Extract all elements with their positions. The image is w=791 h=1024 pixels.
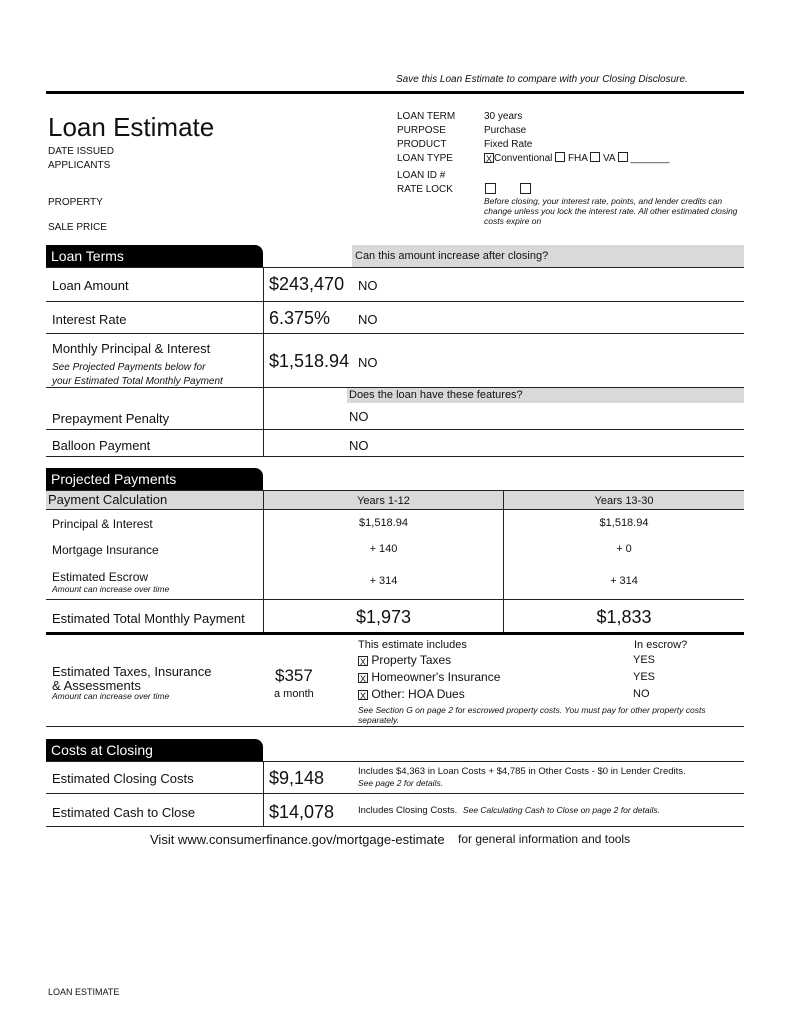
- other-blank: _______: [630, 153, 670, 164]
- escrow-col2: + 314: [610, 575, 638, 587]
- property-taxes-label: Property Taxes: [371, 653, 452, 667]
- property-label: PROPERTY: [48, 197, 103, 208]
- tia-note: Amount can increase over time: [52, 691, 170, 701]
- interest-rate-value: 6.375%: [269, 308, 331, 328]
- va-checkbox[interactable]: [590, 152, 600, 162]
- rule: [46, 826, 744, 827]
- closing-costs-value: $9,148: [269, 768, 325, 788]
- loan-amount-value: $243,470: [269, 274, 345, 294]
- monthly-pi-value: $1,518.94: [269, 351, 350, 371]
- escrow-note: Amount can increase over time: [52, 584, 170, 594]
- includes-item-2: [358, 687, 465, 701]
- balloon-answer: NO: [349, 438, 369, 453]
- section-g-note: See Section G on page 2 for escrowed property costs. You must pay for other property costs separately.: [358, 705, 706, 725]
- va-label: VA: [602, 153, 615, 164]
- property-taxes-checkbox[interactable]: X: [359, 657, 366, 667]
- other-hoa-checkbox[interactable]: X: [359, 691, 366, 701]
- prepayment-answer: NO: [349, 409, 369, 424]
- sale-price-label: SALE PRICE: [48, 222, 107, 233]
- interest-rate-answer: NO: [358, 312, 378, 327]
- projected-payments-tab: Projected Payments: [46, 468, 263, 490]
- footer-label: LOAN ESTIMATE: [48, 987, 120, 997]
- loan-term-label: LOAN TERM: [397, 111, 456, 122]
- rule: [46, 726, 744, 727]
- date-issued-label: DATE ISSUED: [48, 146, 114, 157]
- purpose-value: Purchase: [484, 125, 527, 136]
- conventional-label: Conventional: [494, 153, 553, 164]
- rule: [46, 333, 744, 334]
- loan-amount-answer: NO: [358, 278, 378, 293]
- rule: [46, 456, 744, 457]
- rule: [46, 761, 744, 762]
- total-col2: $1,833: [596, 607, 652, 627]
- tia-period: a month: [274, 688, 314, 700]
- loan-terms-tab: Loan Terms: [46, 245, 263, 267]
- fha-label: FHA: [567, 153, 588, 164]
- closing-costs-note: Includes $4,363 in Loan Costs + $4,785 in Other Costs - $0 in Lender Credits.: [358, 766, 686, 777]
- page-title: Loan Estimate: [48, 112, 215, 142]
- loan-id-label: LOAN ID #: [397, 170, 446, 181]
- loan-type-options: [484, 152, 670, 166]
- conventional-checkbox[interactable]: X: [485, 154, 492, 164]
- monthly-pi-note2: your Estimated Total Monthly Payment: [52, 376, 223, 387]
- mi-col2: + 0: [616, 543, 632, 555]
- homeowners-insurance-checkbox[interactable]: X: [359, 674, 366, 684]
- fha-checkbox[interactable]: [555, 152, 565, 162]
- property-taxes-escrow: YES: [633, 654, 656, 666]
- rule: [46, 599, 744, 600]
- homeowners-insurance-label: Homeowner's Insurance: [371, 670, 501, 684]
- pi-col2: $1,518.94: [599, 517, 649, 529]
- homeowners-insurance-escrow: YES: [633, 671, 656, 683]
- rule: [46, 267, 744, 268]
- closing-costs-note2: See page 2 for details.: [358, 778, 444, 788]
- rule: [46, 793, 744, 794]
- col1-header: Years 1-12: [357, 495, 410, 507]
- loan-info-values: [484, 110, 670, 166]
- loan-info-labels: [397, 110, 455, 197]
- loan-term-value: 30 years: [484, 111, 523, 122]
- rate-lock-note: Before closing, your interest rate, points, and lender credits can change unless you lock the interest rate. All other estimated closing costs expire on: [484, 196, 738, 226]
- prepayment-label: Prepayment Penalty: [52, 411, 170, 426]
- rate-lock-yes-checkbox[interactable]: [485, 183, 496, 194]
- tia-amount: $357: [275, 666, 313, 685]
- product-value: Fixed Rate: [484, 139, 533, 150]
- cash-to-close-value: $14,078: [269, 802, 335, 822]
- total-col1: $1,973: [355, 607, 412, 627]
- rule: [46, 509, 744, 510]
- balloon-label: Balloon Payment: [52, 438, 151, 453]
- visit-link-text[interactable]: Visit www.consumerfinance.gov/mortgage-estimate: [150, 832, 445, 847]
- pi-col1: $1,518.94: [359, 517, 408, 529]
- pi-label: Principal & Interest: [52, 517, 153, 531]
- cash-to-close-label: Estimated Cash to Close: [52, 805, 196, 820]
- escrow-col1: + 314: [369, 575, 398, 587]
- escrow-header: In escrow?: [634, 639, 688, 651]
- includes-item-1: [358, 670, 500, 684]
- rate-lock-no-checkbox[interactable]: [520, 183, 531, 194]
- payment-calc-label: Payment Calculation: [48, 492, 168, 507]
- top-note: Save this Loan Estimate to compare with your Closing Disclosure.: [396, 74, 688, 85]
- other-hoa-escrow: NO: [633, 688, 650, 700]
- tia-label2: & Assessments: [52, 678, 141, 693]
- monthly-pi-note1: See Projected Payments below for: [52, 362, 206, 373]
- loan-type-label: LOAN TYPE: [397, 153, 453, 164]
- rule: [46, 429, 744, 430]
- escrow-label: Estimated Escrow: [52, 570, 149, 584]
- cash-note: [358, 805, 660, 816]
- costs-at-closing-tab: Costs at Closing: [46, 739, 263, 761]
- rule: [46, 301, 744, 302]
- rule: [46, 632, 744, 635]
- mi-label: Mortgage Insurance: [52, 543, 159, 557]
- tia-label1: Estimated Taxes, Insurance: [52, 664, 212, 679]
- mi-col1: + 140: [369, 543, 398, 555]
- cash-note-detail: See Calculating Cash to Close on page 2 for details.: [462, 805, 660, 815]
- loan-amount-label: Loan Amount: [52, 278, 129, 293]
- interest-rate-label: Interest Rate: [52, 312, 127, 327]
- purpose-label: PURPOSE: [397, 125, 446, 136]
- product-label: PRODUCT: [397, 139, 447, 150]
- other-hoa-label: Other: HOA Dues: [371, 687, 465, 701]
- features-question: Does the loan have these features?: [347, 388, 744, 403]
- monthly-pi-label: Monthly Principal & Interest: [52, 341, 211, 356]
- applicants-label: APPLICANTS: [48, 160, 111, 171]
- includes-item-0: [358, 653, 451, 667]
- closing-costs-label: Estimated Closing Costs: [52, 771, 194, 786]
- includes-header: This estimate includes: [358, 639, 467, 651]
- visit-rest-text: for general information and tools: [458, 832, 631, 846]
- rate-lock-label: RATE LOCK: [397, 184, 453, 195]
- total-label: Estimated Total Monthly Payment: [52, 611, 245, 626]
- other-checkbox[interactable]: [618, 152, 628, 162]
- col2-header: Years 13-30: [594, 495, 654, 507]
- monthly-pi-answer: NO: [358, 355, 378, 370]
- increase-question: Can this amount increase after closing?: [352, 245, 744, 267]
- cash-note-main: Includes Closing Costs.: [358, 805, 458, 816]
- header-rule: [46, 91, 744, 94]
